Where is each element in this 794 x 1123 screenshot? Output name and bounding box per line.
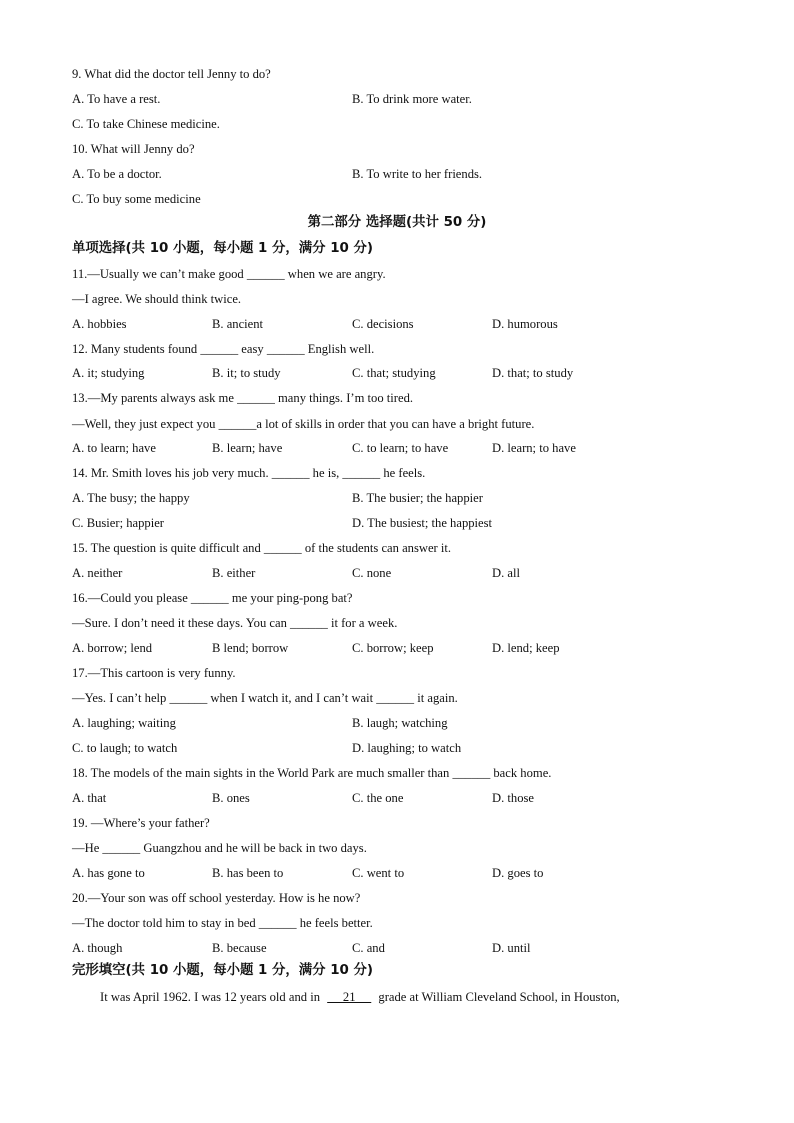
question-14-option-a: A. The busy; the happy [72,491,190,505]
question-15-option-b: B. either [212,566,256,580]
question-20-option-c: C. and [352,941,385,955]
question-11-line-1: 11.—Usually we can’t make good ______ when we are angry. [72,267,386,281]
passage-text-before-blank: It was April 1962. I was 12 years old and in [100,990,321,1004]
question-15-option-d: D. all [492,566,520,580]
question-19-option-d: D. goes to [492,866,544,880]
question-20-option-a: A. though [72,941,123,955]
blank-21: 21 [327,990,372,1004]
section-single-choice-title: 单项选择(共 10 小题，每小题 1 分，满分 10 分) [72,241,374,256]
question-16-option-b: B lend; borrow [212,641,289,655]
question-20-option-b: B. because [212,941,267,955]
question-18-option-d: D. those [492,791,534,805]
question-9-option-a: A. To have a rest. [72,92,161,106]
question-10-option-a: A. To be a doctor. [72,167,162,181]
question-9-option-c: C. To take Chinese medicine. [72,117,220,131]
question-12-option-d: D. that; to study [492,366,574,380]
question-17-option-c: C. to laugh; to watch [72,741,178,755]
question-11-option-b: B. ancient [212,317,264,331]
question-20-option-d: D. until [492,941,531,955]
question-14-line-1: 14. Mr. Smith loves his job very much. ______ he is, ______ he feels. [72,466,426,480]
question-11-option-c: C. decisions [352,317,414,331]
question-15-line-1: 15. The question is quite difficult and ______ of the students can answer it. [72,541,452,555]
question-13-line-1: 13.—My parents always ask me ______ many things. I’m too tired. [72,391,414,405]
question-12-option-a: A. it; studying [72,366,145,380]
question-17-option-d: D. laughing; to watch [352,741,462,755]
question-9-option-b: B. To drink more water. [352,92,472,106]
question-16-line-2: —Sure. I don’t need it these days. You can ______ it for a week. [72,616,398,630]
question-19-line-2: —He ______ Guangzhou and he will be back in two days. [72,841,367,855]
question-15-option-c: C. none [352,566,392,580]
question-17-option-b: B. laugh; watching [352,716,448,730]
question-16-option-d: D. lend; keep [492,641,560,655]
question-16-option-a: A. borrow; lend [72,641,153,655]
question-17-option-a: A. laughing; waiting [72,716,176,730]
question-17-line-2: —Yes. I can’t help ______ when I watch it, and I can’t wait ______ it again. [72,691,458,705]
question-19-option-a: A. has gone to [72,866,145,880]
question-17-line-1: 17.—This cartoon is very funny. [72,666,236,680]
question-18-option-c: C. the one [352,791,404,805]
question-19-option-b: B. has been to [212,866,284,880]
question-12-option-c: C. that; studying [352,366,436,380]
question-14-option-d: D. The busiest; the happiest [352,516,493,530]
question-16-option-c: C. borrow; keep [352,641,434,655]
passage-text-after-blank: grade at William Cleveland School, in Houston, [378,990,620,1004]
question-9-stem: 9. What did the doctor tell Jenny to do? [72,67,271,81]
section-cloze-title: 完形填空(共 10 小题，每小题 1 分，满分 10 分) [72,963,374,978]
question-19-option-c: C. went to [352,866,405,880]
question-13-option-c: C. to learn; to have [352,441,449,455]
question-20-line-2: —The doctor told him to stay in bed ______ he feels better. [72,916,373,930]
passage-first-line [100,989,620,1005]
question-20-line-1: 20.—Your son was off school yesterday. How is he now? [72,891,361,905]
part-two-title: 第二部分 选择题(共计 50 分) [307,215,487,230]
question-12-line-1: 12. Many students found ______ easy ______ English well. [72,342,375,356]
question-18-option-a: A. that [72,791,107,805]
question-13-option-d: D. learn; to have [492,441,576,455]
question-13-option-b: B. learn; have [212,441,283,455]
question-11-line-2: —I agree. We should think twice. [72,292,242,306]
question-18-line-1: 18. The models of the main sights in the World Park are much smaller than ______ back home. [72,766,552,780]
question-18-option-b: B. ones [212,791,250,805]
question-16-line-1: 16.—Could you please ______ me your ping-pong bat? [72,591,353,605]
question-11-option-a: A. hobbies [72,317,127,331]
question-12-option-b: B. it; to study [212,366,281,380]
question-10-option-c: C. To buy some medicine [72,192,201,206]
question-15-option-a: A. neither [72,566,123,580]
question-11-option-d: D. humorous [492,317,558,331]
question-19-line-1: 19. —Where’s your father? [72,816,210,830]
question-10-option-b: B. To write to her friends. [352,167,483,181]
question-13-option-a: A. to learn; have [72,441,156,455]
question-14-option-c: C. Busier; happier [72,516,164,530]
question-10-stem: 10. What will Jenny do? [72,142,195,156]
question-13-line-2: —Well, they just expect you ______a lot of skills in order that you can have a bright future. [72,417,535,431]
question-14-option-b: B. The busier; the happier [352,491,483,505]
